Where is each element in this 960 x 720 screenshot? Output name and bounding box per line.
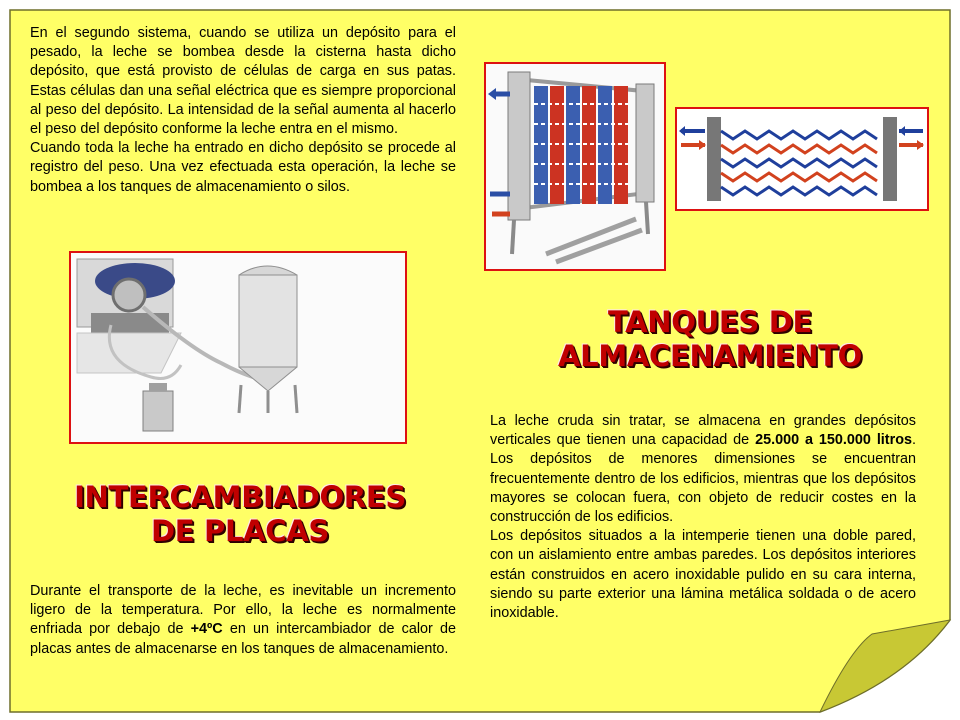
tanques-heading-line-2: ALMACENAMIENTO (558, 339, 862, 373)
tanques-heading (520, 305, 900, 373)
intro-text (30, 24, 456, 197)
intercambiadores-heading-line-1: INTERCAMBIADORES (74, 480, 406, 514)
plate-flow-diagram-illustration (677, 109, 927, 209)
intro-paragraph-2: Cuando toda la leche ha entrado en dicho depósito se procede al registro del peso. Una vez efectuada esta operación, la leche se bombea a los tanques de almacenamiento o silos. (30, 140, 456, 195)
tanker-weighing-image (69, 251, 407, 444)
tanques-paragraph-1 (490, 412, 916, 527)
tanques-text (490, 412, 916, 623)
tanker-weighing-illustration (71, 253, 405, 442)
intercambiadores-heading (40, 480, 440, 548)
plate-exchanger-illustration (486, 64, 664, 269)
tanques-capacity: 25.000 a 150.000 litros (755, 432, 912, 449)
tanques-heading-line-1: TANQUES DE (607, 305, 813, 339)
intercambiadores-paragraph-1 (30, 582, 456, 659)
tanques-p1-text-end: . Los depósitos de menores dimensiones se encuentran frecuentemente dentro de los edificios, mientras que los depósitos mayores se colocan fuera, con objeto de reducir costes en la construcción de los edificios. (490, 432, 916, 526)
intercambiadores-p1-text: Durante el transporte de la leche, es inevitable un incremento ligero de la temperatura. Por ello, la leche es normalmente enfriada por debajo de (30, 583, 456, 638)
intercambiadores-temperature: +4ºC (190, 621, 223, 638)
plate-flow-diagram-image (675, 107, 929, 211)
intercambiadores-p1-text-end: en un intercambiador de calor de placas antes de almacenarse en los tanques de almacenamiento. (30, 621, 456, 657)
plate-exchanger-image (484, 62, 666, 271)
intercambiadores-text (30, 582, 456, 659)
intercambiadores-heading-line-2: DE PLACAS (150, 514, 330, 548)
tanques-paragraph-2: Los depósitos situados a la intemperie tienen una doble pared, con un aislamiento entre ambas paredes. Los depósitos interiores están construidos en acero inoxidable pulido en su cara interna, siendo su parte exterior una lámina metálica soldada o de acero inoxidable. (490, 528, 916, 622)
tanques-p1-text: La leche cruda sin tratar, se almacena en grandes depósitos verticales que tienen una capacidad de (490, 413, 916, 449)
intro-paragraph-1: En el segundo sistema, cuando se utiliza un depósito para el pesado, la leche se bombea desde la cisterna hasta dicho depósito, que está provisto de células de carga en sus patas. Estas células dan una señal eléctrica que es siempre proporcional al peso del depósito. La intensidad de la señal aumenta al hacerlo el peso del depósito conforme la leche entra en el mismo. (30, 25, 456, 138)
